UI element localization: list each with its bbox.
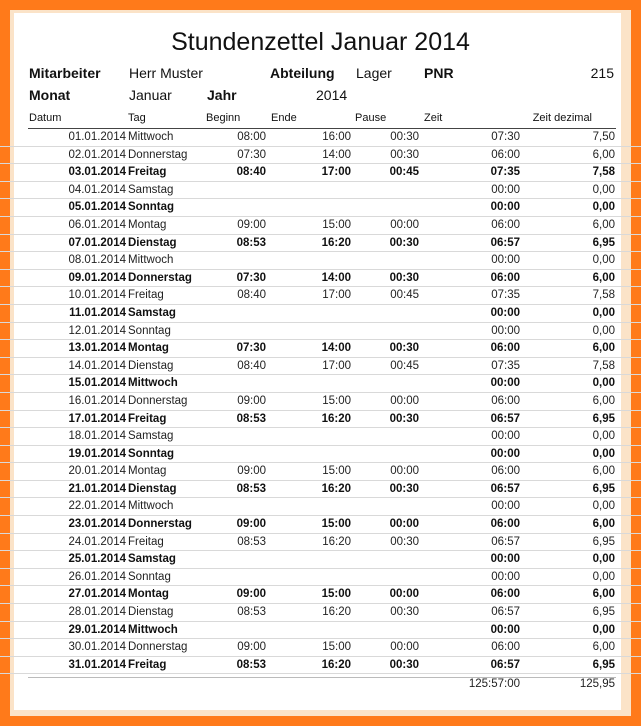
cell-day: Montag <box>128 342 169 355</box>
cell-day: Sonntag <box>128 324 171 337</box>
cell-time: 06:57 <box>491 606 520 619</box>
cell-date: 02.01.2014 <box>68 148 126 161</box>
cell-end: 17:00 <box>322 289 351 302</box>
cell-date: 07.01.2014 <box>68 236 126 249</box>
cell-decimal: 6,00 <box>592 518 615 531</box>
table-row <box>0 235 641 253</box>
cell-time: 06:00 <box>490 518 520 531</box>
cell-date: 16.01.2014 <box>68 394 126 407</box>
cell-date: 22.01.2014 <box>68 500 126 513</box>
cell-date: 10.01.2014 <box>68 289 126 302</box>
cell-time: 06:00 <box>491 465 520 478</box>
cell-day: Donnerstag <box>128 394 188 407</box>
cell-decimal: 0,00 <box>592 570 615 583</box>
table-row <box>0 147 641 165</box>
col-pause: Pause <box>355 112 387 124</box>
cell-end: 16:20 <box>321 412 351 425</box>
cell-pause: 00:30 <box>389 342 419 355</box>
cell-decimal: 6,00 <box>592 394 615 407</box>
cell-time: 06:00 <box>491 148 520 161</box>
jahr-label: Jahr <box>207 87 237 103</box>
table-row <box>0 569 641 587</box>
table-row <box>0 622 641 640</box>
col-beginn: Beginn <box>206 112 241 124</box>
cell-time: 00:00 <box>490 201 520 214</box>
cell-begin: 08:40 <box>237 359 266 372</box>
cell-end: 14:00 <box>321 342 351 355</box>
mitarbeiter-label: Mitarbeiter <box>29 65 101 81</box>
table-row <box>0 217 641 235</box>
cell-date: 28.01.2014 <box>68 606 126 619</box>
table-row <box>0 534 641 552</box>
cell-time: 06:00 <box>491 394 520 407</box>
table-row <box>0 586 641 604</box>
cell-time: 00:00 <box>490 447 520 460</box>
cell-begin: 08:53 <box>236 658 266 671</box>
cell-end: 14:00 <box>322 148 351 161</box>
cell-day: Sonntag <box>128 570 171 583</box>
col-datum: Datum <box>29 112 62 124</box>
cell-date: 19.01.2014 <box>68 447 126 460</box>
mitarbeiter-value: Herr Muster <box>129 65 203 81</box>
table-row <box>0 481 641 499</box>
cell-day: Montag <box>128 218 167 231</box>
cell-pause: 00:30 <box>389 658 419 671</box>
cell-decimal: 0,00 <box>592 623 615 636</box>
cell-decimal: 6,00 <box>592 218 615 231</box>
cell-time: 00:00 <box>491 430 520 443</box>
cell-day: Samstag <box>128 183 174 196</box>
cell-end: 16:20 <box>321 236 351 249</box>
cell-time: 00:00 <box>490 306 520 319</box>
cell-date: 15.01.2014 <box>68 377 126 390</box>
totals-divider <box>28 677 616 678</box>
pnr-label: PNR <box>424 65 454 81</box>
cell-begin: 09:00 <box>236 588 266 601</box>
cell-day: Freitag <box>128 535 164 548</box>
cell-day: Donnerstag <box>128 641 188 654</box>
cell-pause: 00:45 <box>389 166 419 179</box>
col-zeit: Zeit <box>424 112 443 124</box>
cell-day: Freitag <box>128 166 167 179</box>
cell-decimal: 6,95 <box>592 482 615 495</box>
cell-date: 24.01.2014 <box>68 535 126 548</box>
cell-day: Samstag <box>128 553 176 566</box>
cell-day: Sonntag <box>128 447 174 460</box>
table-row <box>0 516 641 534</box>
cell-end: 16:00 <box>322 131 351 143</box>
cell-day: Freitag <box>128 289 164 302</box>
cell-decimal: 0,00 <box>592 183 615 196</box>
cell-pause: 00:00 <box>390 394 419 407</box>
cell-begin: 08:53 <box>237 606 266 619</box>
col-tag: Tag <box>128 112 146 124</box>
table-row <box>0 393 641 411</box>
cell-date: 06.01.2014 <box>68 218 126 231</box>
cell-decimal: 6,00 <box>592 641 615 654</box>
cell-time: 00:00 <box>491 324 520 337</box>
table-row <box>0 428 641 446</box>
cell-day: Donnerstag <box>128 148 188 161</box>
cell-date: 26.01.2014 <box>68 570 126 583</box>
cell-pause: 00:30 <box>389 412 419 425</box>
table-row <box>0 129 641 147</box>
cell-time: 06:00 <box>490 271 520 284</box>
cell-time: 06:57 <box>491 535 520 548</box>
table-row <box>0 182 641 200</box>
cell-pause: 00:30 <box>389 271 419 284</box>
cell-decimal: 6,00 <box>592 588 615 601</box>
cell-time: 00:00 <box>491 570 520 583</box>
cell-begin: 07:30 <box>236 342 266 355</box>
cell-decimal: 0,00 <box>592 254 615 267</box>
total-time: 125:57:00 <box>468 678 520 690</box>
cell-date: 03.01.2014 <box>68 166 126 179</box>
cell-day: Sonntag <box>128 201 174 214</box>
cell-end: 15:00 <box>322 641 351 654</box>
cell-day: Samstag <box>128 306 176 319</box>
cell-begin: 08:00 <box>237 131 266 143</box>
cell-day: Dienstag <box>128 236 177 249</box>
cell-end: 17:00 <box>321 166 351 179</box>
cell-pause: 00:00 <box>390 641 419 654</box>
cell-begin: 08:53 <box>236 482 266 495</box>
cell-day: Freitag <box>128 658 167 671</box>
cell-decimal: 0,00 <box>592 377 615 390</box>
cell-decimal: 6,95 <box>592 236 615 249</box>
cell-pause: 00:00 <box>390 465 419 478</box>
cell-begin: 09:00 <box>237 641 266 654</box>
cell-date: 31.01.2014 <box>68 658 126 671</box>
cell-end: 16:20 <box>322 535 351 548</box>
cell-time: 00:00 <box>491 254 520 267</box>
cell-decimal: 7,58 <box>592 289 615 302</box>
jahr-value: 2014 <box>316 87 348 103</box>
cell-date: 11.01.2014 <box>69 306 126 319</box>
monat-value: Januar <box>129 87 172 103</box>
monat-label: Monat <box>29 87 71 103</box>
cell-day: Montag <box>128 465 167 478</box>
table-row <box>0 270 641 288</box>
cell-begin: 08:53 <box>237 535 266 548</box>
cell-day: Mittwoch <box>128 623 178 636</box>
table-row <box>0 305 641 323</box>
timesheet-table <box>0 129 641 674</box>
cell-date: 08.01.2014 <box>68 254 126 267</box>
cell-end: 15:00 <box>322 218 351 231</box>
table-row <box>0 411 641 429</box>
table-row <box>0 358 641 376</box>
cell-begin: 09:00 <box>236 518 266 531</box>
cell-pause: 00:30 <box>389 482 419 495</box>
table-row <box>0 551 641 569</box>
page-title: Stundenzettel Januar 2014 <box>171 28 470 56</box>
table-row <box>0 340 641 358</box>
cell-date: 13.01.2014 <box>68 342 126 355</box>
cell-pause: 00:30 <box>390 148 419 161</box>
cell-day: Mittwoch <box>128 500 174 513</box>
cell-begin: 08:53 <box>236 236 266 249</box>
cell-day: Donnerstag <box>128 518 192 531</box>
pnr-value: 215 <box>590 65 614 81</box>
cell-decimal: 6,95 <box>592 658 615 671</box>
table-row <box>0 287 641 305</box>
column-header-row <box>0 112 641 128</box>
cell-decimal: 6,95 <box>592 535 615 548</box>
cell-date: 25.01.2014 <box>68 553 126 566</box>
cell-decimal: 6,95 <box>592 606 615 619</box>
cell-time: 06:57 <box>490 658 520 671</box>
cell-begin: 09:00 <box>237 218 266 231</box>
cell-decimal: 0,00 <box>592 324 615 337</box>
table-row <box>0 252 641 270</box>
cell-pause: 00:45 <box>390 359 419 372</box>
cell-pause: 00:30 <box>390 131 419 143</box>
cell-day: Freitag <box>128 412 167 425</box>
table-row <box>0 498 641 516</box>
cell-time: 06:57 <box>490 482 520 495</box>
cell-end: 15:00 <box>322 394 351 407</box>
cell-time: 00:00 <box>491 183 520 196</box>
cell-time: 07:35 <box>490 166 520 179</box>
cell-time: 07:35 <box>491 289 520 302</box>
cell-day: Montag <box>128 588 169 601</box>
cell-decimal: 0,00 <box>592 430 615 443</box>
cell-end: 15:00 <box>321 588 351 601</box>
cell-end: 16:20 <box>322 606 351 619</box>
cell-time: 00:00 <box>490 623 520 636</box>
cell-date: 17.01.2014 <box>68 412 126 425</box>
table-row <box>0 164 641 182</box>
cell-date: 29.01.2014 <box>68 623 126 636</box>
cell-pause: 00:00 <box>390 218 419 231</box>
cell-decimal: 0,00 <box>592 306 615 319</box>
cell-decimal: 0,00 <box>592 201 615 214</box>
cell-day: Mittwoch <box>128 377 178 390</box>
cell-begin: 08:40 <box>237 289 266 302</box>
cell-end: 15:00 <box>322 465 351 478</box>
cell-date: 14.01.2014 <box>68 359 126 372</box>
cell-day: Mittwoch <box>128 131 174 143</box>
cell-end: 14:00 <box>321 271 351 284</box>
cell-time: 06:00 <box>490 588 520 601</box>
cell-time: 07:35 <box>491 359 520 372</box>
cell-pause: 00:00 <box>389 518 419 531</box>
col-ende: Ende <box>271 112 297 124</box>
cell-date: 27.01.2014 <box>68 588 126 601</box>
cell-date: 20.01.2014 <box>68 465 126 478</box>
cell-time: 00:00 <box>490 553 520 566</box>
table-row <box>0 657 641 675</box>
cell-date: 12.01.2014 <box>68 324 126 337</box>
cell-decimal: 0,00 <box>592 447 615 460</box>
total-decimal: 125,95 <box>579 678 615 690</box>
cell-date: 01.01.2014 <box>68 131 126 143</box>
cell-begin: 08:53 <box>236 412 266 425</box>
cell-pause: 00:00 <box>389 588 419 601</box>
cell-date: 09.01.2014 <box>68 271 126 284</box>
cell-date: 30.01.2014 <box>68 641 126 654</box>
cell-time: 00:00 <box>490 377 520 390</box>
cell-time: 06:00 <box>490 342 520 355</box>
cell-pause: 00:45 <box>390 289 419 302</box>
cell-begin: 09:00 <box>237 394 266 407</box>
cell-begin: 09:00 <box>237 465 266 478</box>
cell-date: 04.01.2014 <box>68 183 126 196</box>
cell-time: 06:00 <box>491 218 520 231</box>
cell-begin: 07:30 <box>237 148 266 161</box>
cell-day: Samstag <box>128 430 174 443</box>
cell-decimal: 0,00 <box>592 500 615 513</box>
cell-end: 17:00 <box>322 359 351 372</box>
cell-pause: 00:30 <box>389 236 419 249</box>
cell-time: 06:00 <box>491 641 520 654</box>
cell-day: Dienstag <box>128 359 174 372</box>
table-row <box>0 446 641 464</box>
cell-date: 18.01.2014 <box>68 430 126 443</box>
cell-decimal: 6,95 <box>592 412 615 425</box>
table-row <box>0 199 641 217</box>
table-row <box>0 323 641 341</box>
cell-decimal: 0,00 <box>592 553 615 566</box>
cell-decimal: 6,00 <box>592 342 615 355</box>
cell-begin: 07:30 <box>236 271 266 284</box>
cell-decimal: 7,58 <box>592 166 615 179</box>
cell-decimal: 6,00 <box>592 148 615 161</box>
cell-day: Dienstag <box>128 606 174 619</box>
abteilung-label: Abteilung <box>270 65 335 81</box>
cell-decimal: 7,50 <box>592 131 615 143</box>
table-row <box>0 463 641 481</box>
cell-decimal: 6,00 <box>592 271 615 284</box>
table-row <box>0 375 641 393</box>
cell-decimal: 7,58 <box>592 359 615 372</box>
table-row <box>0 639 641 657</box>
cell-day: Mittwoch <box>128 254 174 267</box>
cell-day: Donnerstag <box>128 271 192 284</box>
cell-day: Dienstag <box>128 482 177 495</box>
cell-time: 00:00 <box>491 500 520 513</box>
table-row <box>0 604 641 622</box>
cell-date: 23.01.2014 <box>68 518 126 531</box>
cell-decimal: 6,00 <box>592 465 615 478</box>
cell-date: 21.01.2014 <box>68 482 126 495</box>
cell-end: 15:00 <box>321 518 351 531</box>
cell-end: 16:20 <box>321 658 351 671</box>
abteilung-value: Lager <box>356 65 392 81</box>
cell-end: 16:20 <box>321 482 351 495</box>
cell-pause: 00:30 <box>390 535 419 548</box>
cell-begin: 08:40 <box>236 166 266 179</box>
cell-date: 05.01.2014 <box>68 201 126 214</box>
col-zeit-dezimal: Zeit dezimal <box>532 112 592 124</box>
cell-time: 06:57 <box>490 412 520 425</box>
cell-time: 07:30 <box>491 131 520 143</box>
cell-time: 06:57 <box>490 236 520 249</box>
cell-pause: 00:30 <box>390 606 419 619</box>
